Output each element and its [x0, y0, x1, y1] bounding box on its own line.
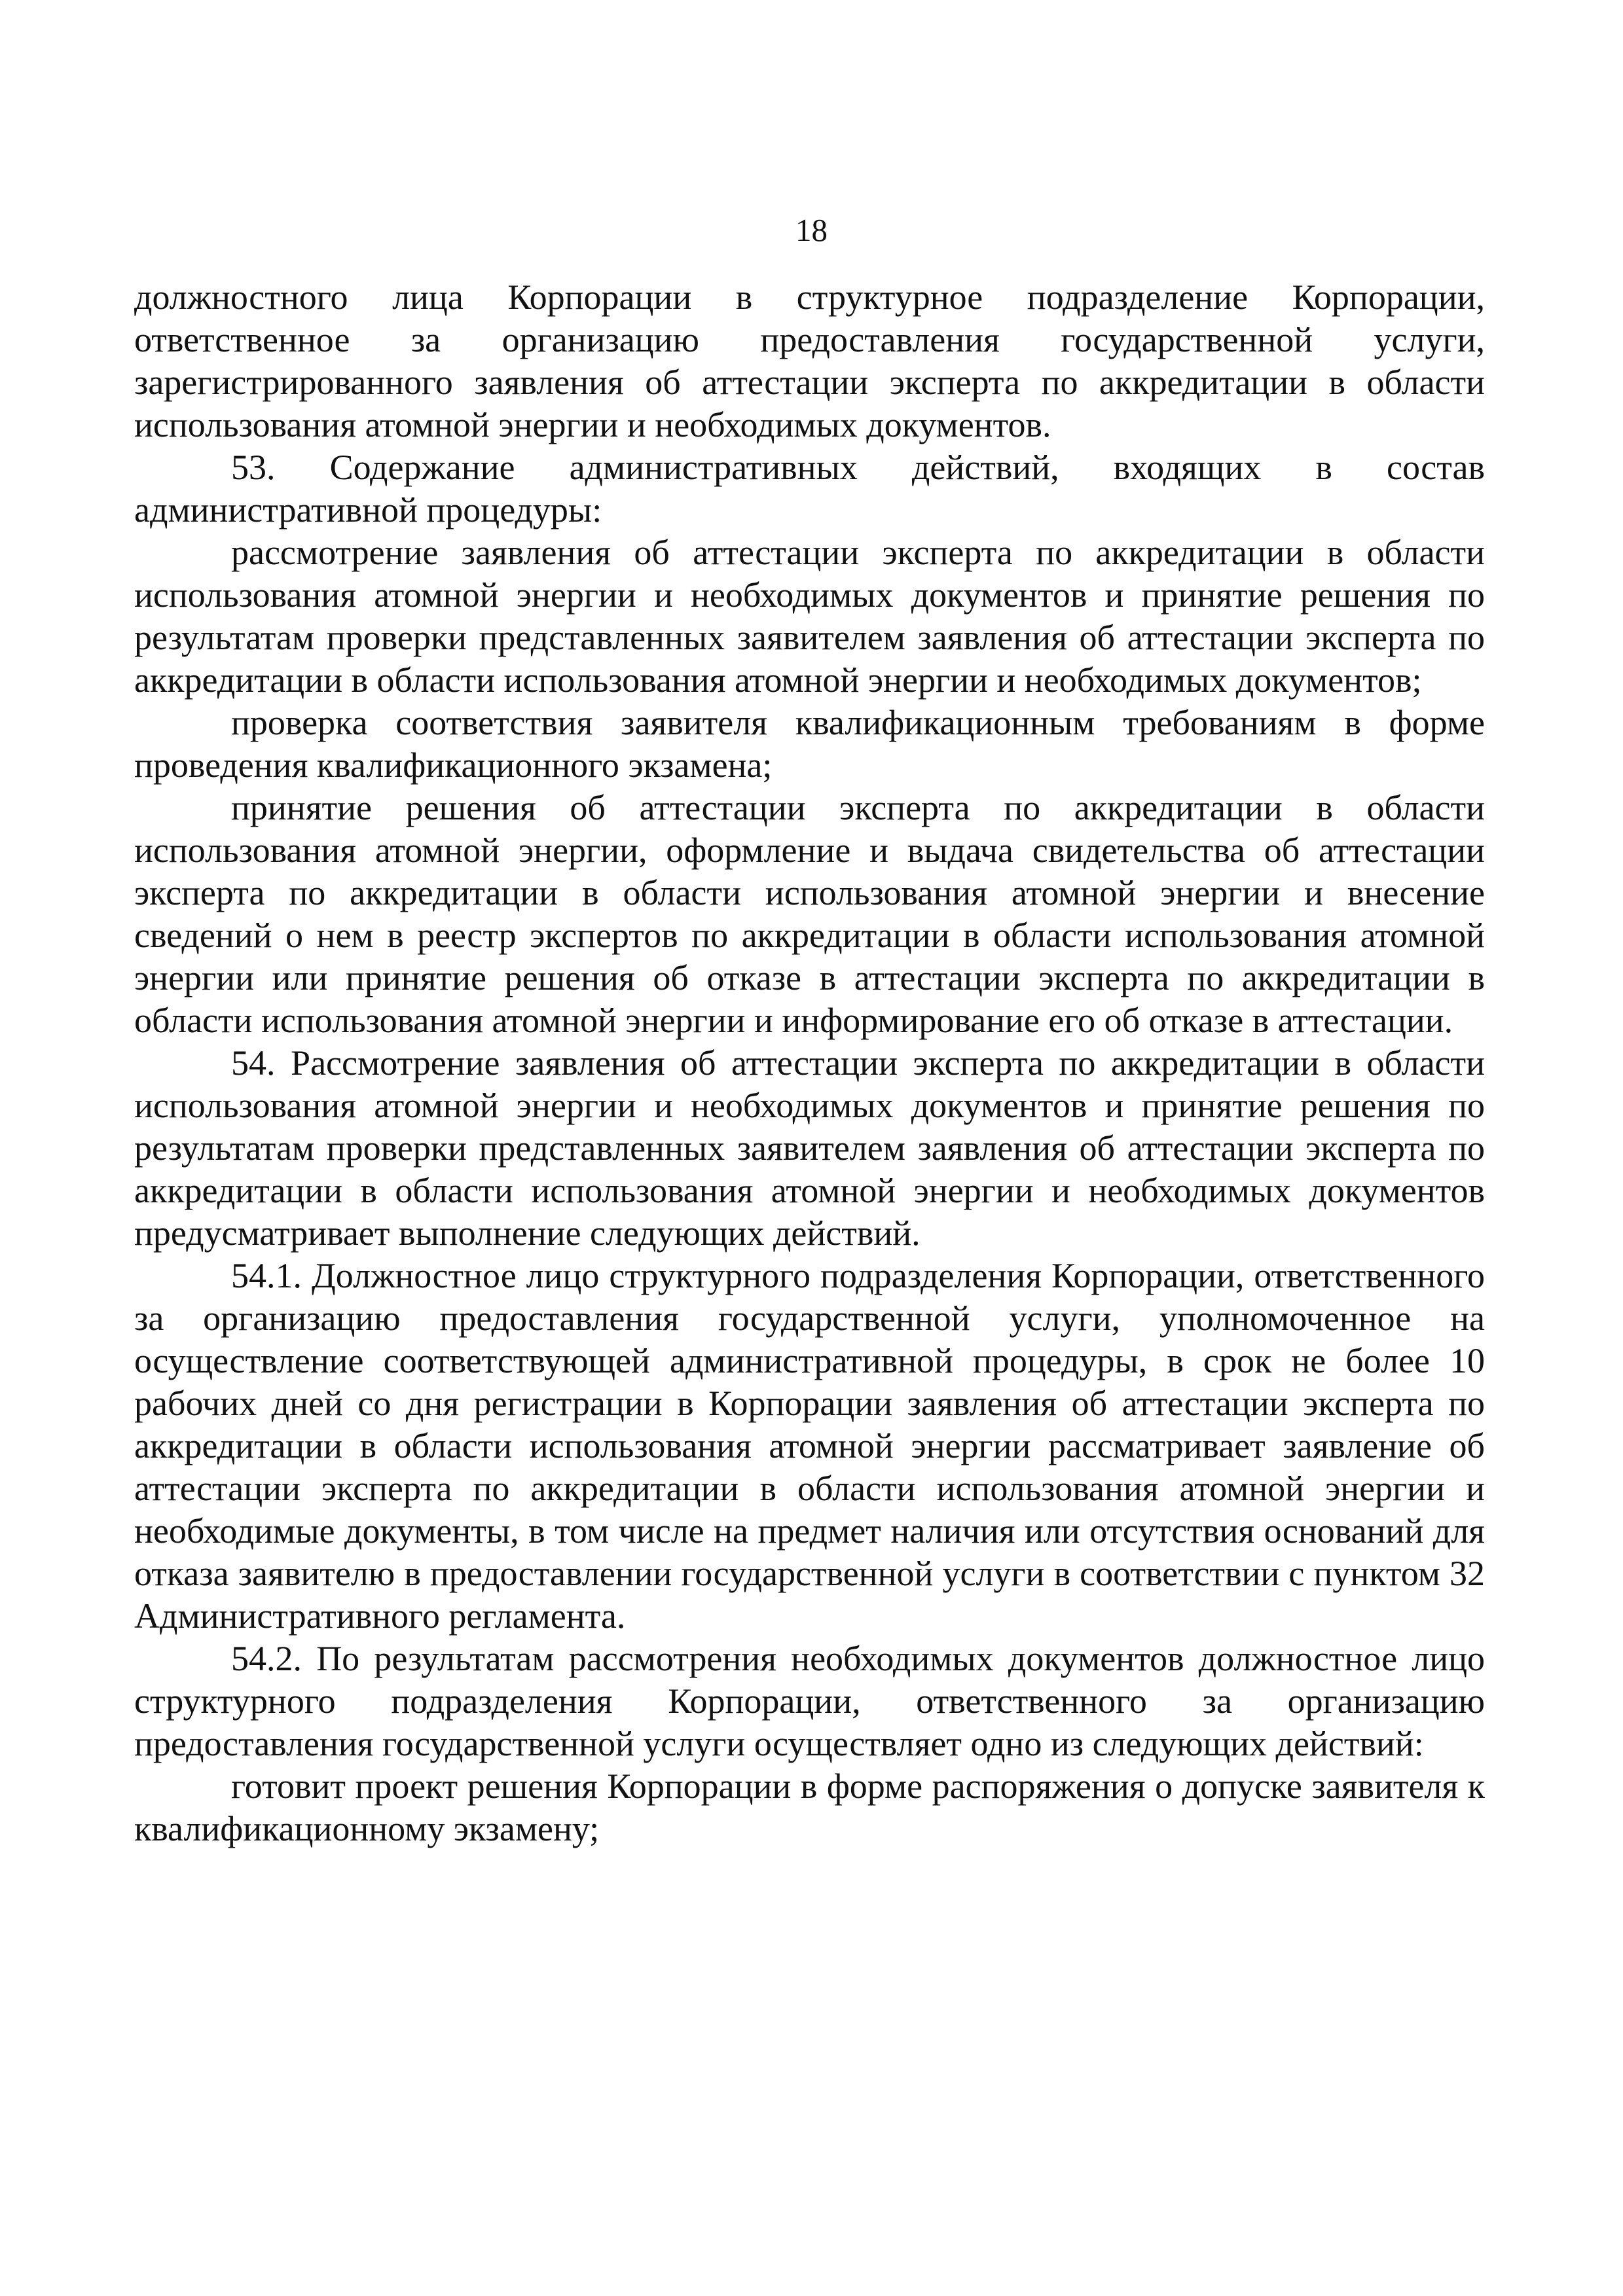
paragraph: 53. Содержание административных действий, входящих в состав административной процедуры: — [134, 448, 1485, 529]
paragraph: проверка соответствия заявителя квалификационным требованиям в форме проведения квалификационного экзамена; — [134, 703, 1485, 785]
paragraph: 54.1. Должностное лицо структурного подразделения Корпорации, ответственного за организацию предоставления государственной услуги, уполномоченное на осуществление соответствующей административной процедуры, в срок не более 10 рабочих дней со дня регистрации в Корпорации заявления об аттестации эксперта по аккредитации в области использования атомной энергии рассматривает заявление об аттестации эксперта по аккредитации в области использования атомной энергии и необходимые документы, в том числе на предмет наличия или отсутствия оснований для отказа заявителю в предоставлении государственной услуги в соответствии с пунктом 32 Административного регламента. — [134, 1256, 1485, 1636]
document-body — [134, 276, 1485, 1850]
page-number: 18 — [795, 212, 828, 248]
paragraph: рассмотрение заявления об аттестации эксперта по аккредитации в области использования атомной энергии и необходимых документов и принятие решения по результатам проверки представленных заявителем заявления об аттестации эксперта по аккредитации в области использования атомной энергии и необходимых документов; — [134, 533, 1485, 700]
paragraph: готовит проект решения Корпорации в форме распоряжения о допуске заявителя к квалификационному экзамену; — [134, 1767, 1485, 1848]
paragraph: должностного лица Корпорации в структурное подразделение Корпорации, ответственное за организацию предоставления государственной услуги, зарегистрированного заявления об аттестации эксперта по аккредитации в области использования атомной энергии и необходимых документов. — [134, 278, 1485, 444]
paragraph: 54. Рассмотрение заявления об аттестации эксперта по аккредитации в области использования атомной энергии и необходимых документов и принятие решения по результатам проверки представленных заявителем заявления об аттестации эксперта по аккредитации в области использования атомной энергии и необходимых документов предусматривает выполнение следующих действий. — [134, 1043, 1485, 1253]
paragraph: принятие решения об аттестации эксперта по аккредитации в области использования атомной энергии, оформление и выдача свидетельства об аттестации эксперта по аккредитации в области использования атомной энергии и внесение сведений о нем в реестр экспертов по аккредитации в области использования атомной энергии или принятие решения об отказе в аттестации эксперта по аккредитации в области использования атомной энергии и информирование его об отказе в аттестации. — [134, 788, 1485, 1040]
paragraph: 54.2. По результатам рассмотрения необходимых документов должностное лицо структурного подразделения Корпорации, ответственного за организацию предоставления государственной услуги осуществляет одно из следующих действий: — [134, 1639, 1485, 1763]
